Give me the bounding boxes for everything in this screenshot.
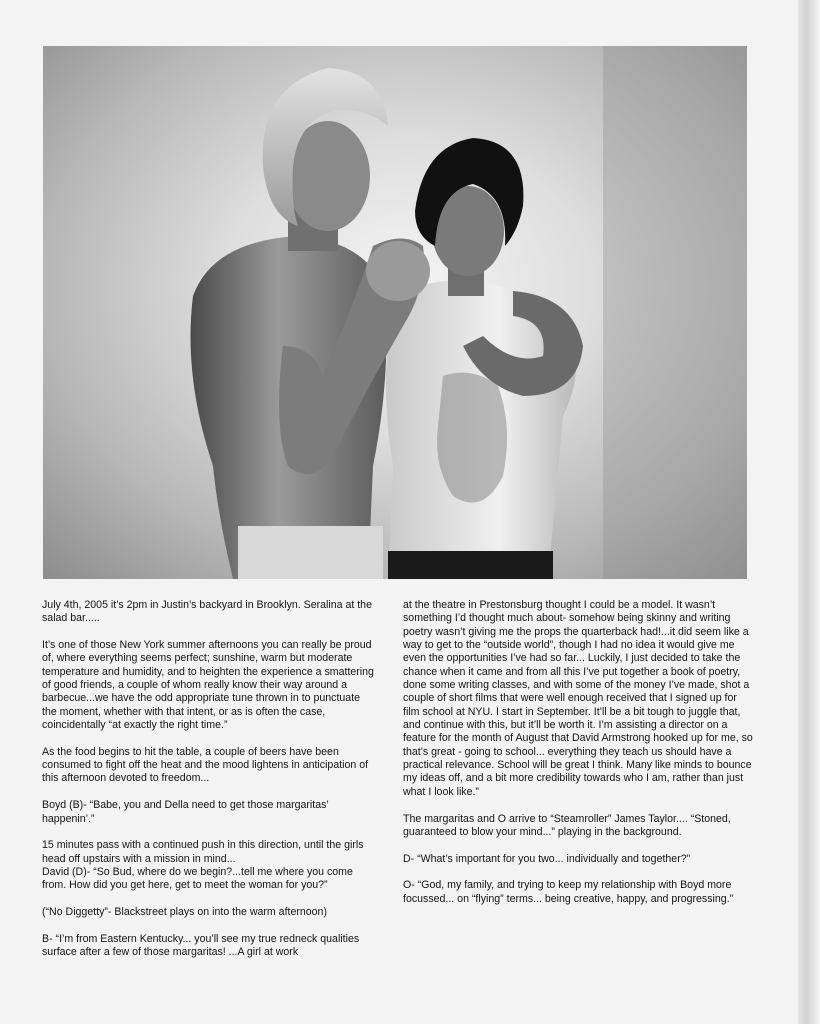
article-paragraph: B- “I’m from Eastern Kentucky... you’ll see my true redneck qualities surface after a few of those margaritas! ...A girl at work [42, 932, 360, 958]
article-paragraph: July 4th, 2005 it’s 2pm in Justin’s backyard in Brooklyn. Seralina at the salad bar..... [42, 599, 372, 625]
article-paragraph: The margaritas and O arrive to “Steamroller” James Taylor.... “Stoned, guaranteed to blow your mind...” playing in the background. [403, 812, 731, 838]
article-paragraph: O- “God, my family, and trying to keep my relationship with Boyd more focussed... on “flying” terms... being creative, happy, and progressing.” [403, 879, 734, 905]
article-paragraph: 15 minutes pass with a continued push in this direction, until the girls head off upstairs with a mission in mind... [42, 839, 364, 865]
page-edge [798, 0, 820, 1024]
article-paragraph: D- “What’s important for you two... individually and together?” [403, 852, 691, 865]
article-paragraph: As the food begins to hit the table, a couple of beers have been consumed to fight off the heat and the mood lightens in anticipation of this afternoon devoted to freedom... [42, 745, 369, 785]
article-paragraph: Boyd (B)- “Babe, you and Della need to get those margaritas’ happenin’.” [42, 799, 329, 825]
article-paragraph: (“No Diggetty”- Blackstreet plays on into the warm afternoon) [42, 905, 327, 918]
portrait-photo [43, 46, 747, 579]
article-paragraph: at the theatre in Prestonsburg thought I could be a model. It wasn’t something I’d thought much about- somehow being skinny and writing poetry wasn’t giving me the props the quarterback had!...it did seem like a way to get to the “outside world”, though I had no idea it would give me even the opportunities I’ve had so far... Luckily, I just decided to take the chance when it came and from all this I’ve put together a book of poetry, done some writing classes, and with some of the money I’ve made, shot a couple of short films that were well enough received that I signed up for film school at NYU. I start in September. It’ll be a bit tough to juggle that, and continue with this, but it’ll be worth it. I’m assisting a director on a feature for the month of August that David Armstrong hooked up for me, so that’s great - going to school... everything they teach us should have a practical relevance. School will be great I think. Many like minds to bounce my ideas off, and a bit more credibility towards who I am, rather than just what I look like.” [403, 599, 753, 798]
article-paragraph: It’s one of those New York summer afternoons you can really be proud of, where everything seems perfect; sunshine, warm but moderate temperature and humidity, and to heighten the experience a smattering of good friends, a couple of whom really know their way around a barbecue...we have the odd appropriate tune thrown in to punctuate the moment, whether with that intent, or as is often the case, coincidentally “at exactly the right time.” [42, 639, 374, 732]
portrait-photo-drawing [43, 46, 747, 579]
article-left-column [42, 599, 374, 973]
article-right-column [403, 599, 755, 919]
article-paragraph: David (D)- “So Bud, where do we begin?...tell me where you come from. How did you get here, get to meet the woman for you?” [42, 865, 353, 892]
